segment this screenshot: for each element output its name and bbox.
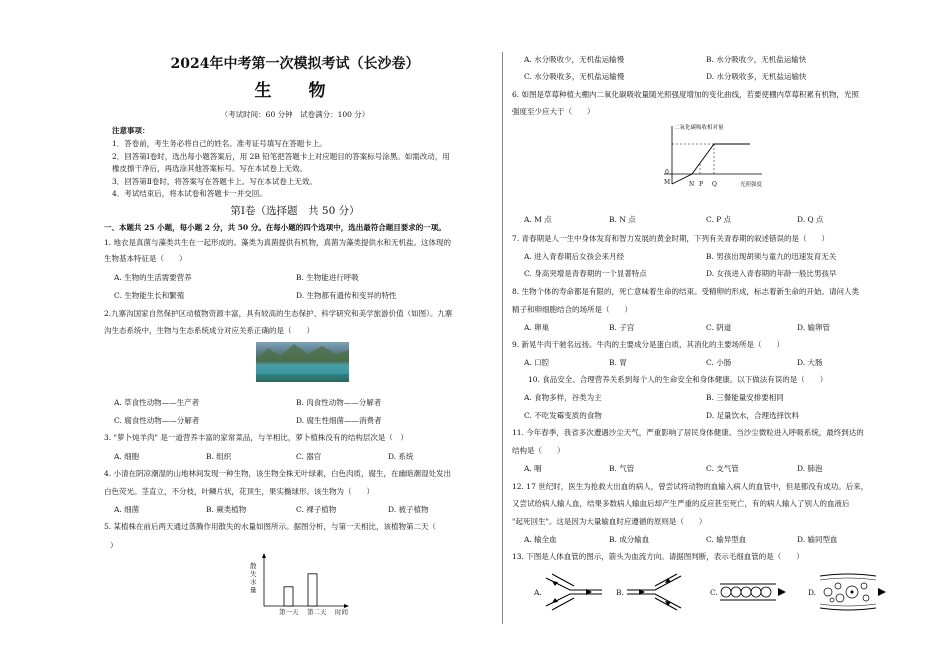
co2-absorption-curve <box>652 120 787 198</box>
option-b: B. 成分输血 <box>609 535 650 544</box>
curve-line <box>672 144 750 184</box>
option-d: D. 肺泡 <box>797 464 823 473</box>
right-column <box>512 0 888 672</box>
option-b: B. 气管 <box>609 464 635 473</box>
option-a: A. M 点 <box>524 215 552 224</box>
question-4-stem: 4. 小清在阴凉潮湿的山地林间发现一种生物，该生物全株无叶绿素，白色肉质，腐生，在幽暗潮湿处发出 <box>104 469 452 478</box>
question-9-stem: 9. 新晃牛肉干驰名远扬。牛肉的主要成分是蛋白质，其消化的主要场所是（ ） <box>512 340 785 349</box>
question-11-stem: 结构是（ ） <box>512 446 565 455</box>
option-a: A. 水分吸收少，无机盐运输慢 <box>524 55 625 64</box>
option-d: D. 大肠 <box>797 358 823 367</box>
option-d: D. Q 点 <box>797 215 824 224</box>
chart6-point-n: N <box>689 181 695 188</box>
question-7-stem: 7. 青春期是人一生中身体发育和智力发展的黄金时期，下列有关青春期的叙述错误的是（ ） <box>512 234 830 243</box>
subject-title: 生 物 <box>254 81 336 101</box>
option-a: A. 生物的生活需要营养 <box>114 273 192 282</box>
option-c: C. 腐食性动物——分解者 <box>114 416 200 425</box>
question-12-stem: 又尝试给病人输人血，结果多数病人输血后却产生严重的反应甚至死亡，有的病人输入了别人的血液后 <box>512 499 850 508</box>
option-b: B. 男孩出现胡须与童九的迅速发育无关 <box>706 252 837 261</box>
vessel-diagram-b <box>625 572 685 612</box>
question-2-stem: 2.九寨沟国家自然保护区动植物资源丰富，具有较高的生态保护、科学研究和美学旅游价值（如图）。九寨 <box>104 309 453 318</box>
option-c: C. 输异型血 <box>706 535 747 544</box>
chart6-ylabel: 二氧化碳吸收相对量 <box>674 125 724 131</box>
option-d: D. 输卵管 <box>797 323 831 332</box>
bar-2 <box>308 574 317 606</box>
left-column <box>96 0 494 672</box>
chart-xlabel: 时间 <box>335 608 348 616</box>
option-c: C. P 点 <box>706 215 732 224</box>
mountain-silhouette <box>256 342 349 382</box>
question-6-stem: 6. 如图是草莓种植大棚内二氧化碳吸收量随光照强度增加的变化曲线，若要使棚内草莓积累有机物，光照 <box>512 90 860 99</box>
option-b: B. 三餐能量安排要相同 <box>706 393 784 402</box>
vessel-diagram-d <box>818 572 888 612</box>
section-instruction: 一、本题共 25 小题，每小题 2 分，共 50 分。在每小题的四个选项中，选出最符合题目要求的一项。 <box>104 223 446 232</box>
option-c: C. 支气管 <box>706 464 739 473</box>
option-c: C. 裸子植物 <box>296 505 337 514</box>
question-1-stem: 1. 地衣是真菌与藻类共生在一起形成的。藻类为真菌提供有机物，真菌为藻类提供水和无机盐。这体现的 <box>104 238 452 247</box>
chart-ylabel: 散失水量 <box>250 562 257 594</box>
question-5-stem: ） <box>110 541 118 550</box>
notice-item: 橡皮擦干净后，再选涂其他答案标号。写在本试卷上无效。 <box>112 164 307 173</box>
option-d: D. 输同型血 <box>797 535 838 544</box>
question-13-stem: 13. 下图是人体血管的图示，箭头为血流方向。请据图判断，表示毛细血管的是（ ） <box>512 552 804 561</box>
option-a: A. 细胞 <box>114 452 140 461</box>
option-b: B. 生物能进行呼吸 <box>296 273 359 282</box>
option-a: A. 口腔 <box>524 358 550 367</box>
option-c: C. <box>710 588 718 597</box>
option-b: B. 肉食性动物——分解者 <box>296 398 382 407</box>
option-b: B. 水分吸收少，无机盐运输快 <box>706 55 807 64</box>
question-12-stem: 12. 17 世纪时，医生为抢救大出血的病人，曾尝试将动物的血输入病人的血管中，但是都没有成功。后来， <box>512 482 869 491</box>
option-a: A. 咽 <box>524 464 542 473</box>
notice-heading: 注意事项： <box>112 126 150 135</box>
option-b: B. 组织 <box>206 452 232 461</box>
question-5-stem: 5. 某植株在前后两天通过蒸腾作用散失的水量如图所示。据图分析，与第一天相比，该植物第二天（ <box>104 522 437 531</box>
question-12-stem: "起死回生"。这是因为大量输血时应遵循的原则是（ ） <box>512 517 707 526</box>
option-b: B. 子宫 <box>609 323 635 332</box>
option-c: C. 水分吸收多，无机盐运输慢 <box>524 72 625 81</box>
chart-tick-label: 第二天 <box>307 608 327 616</box>
question-6-stem: 强度至少应大于（ ） <box>512 107 595 116</box>
notice-item: 3．回答第Ⅱ卷时，将答案写在答题卡上。写在本试卷上无效。 <box>112 177 317 186</box>
vessel-diagram-c <box>718 580 788 604</box>
option-d: D. 水分吸收多，无机盐运输快 <box>706 72 807 81</box>
option-c: C. 不吃发霉变质的食物 <box>524 411 602 420</box>
notice-item: 4．考试结束后，将本试卷和答题卡一并交回。 <box>112 189 267 198</box>
section-title: 第Ⅰ卷（选择题 共 50 分） <box>230 205 360 217</box>
exam-info: （考试时间：60 分钟 试卷满分：100 分） <box>220 110 370 119</box>
option-c: C. 器官 <box>296 452 322 461</box>
option-d: D. 女孩进入青春期的年龄一般比男孩早 <box>706 269 837 278</box>
option-d: D. 腐生性细菌——消费者 <box>296 416 382 425</box>
chart6-point-p: P <box>699 181 704 188</box>
question-1-stem: 生物基本特征是（ ） <box>104 254 187 263</box>
column-divider <box>502 52 503 624</box>
option-a: A. 卵巢 <box>524 323 550 332</box>
chart-tick-label: 第一天 <box>279 608 299 616</box>
chart6-point-q: Q <box>712 181 717 188</box>
chart-axes <box>262 553 349 608</box>
option-a: A. <box>534 588 542 597</box>
question-4-stem: 白色荧光。茎直立，不分枝，叶鳞片状，花顶生，果实椭球形。该生物为（ ） <box>104 487 374 496</box>
option-c: C. 阴道 <box>706 323 732 332</box>
option-a: A. 食物多样，谷类为主 <box>524 393 602 402</box>
option-d: D. 系统 <box>388 452 414 461</box>
chart6-point-m: M <box>664 179 671 186</box>
question-10-stem: 10. 食品安全、合理营养关系到每个人的生命安全和身体健康。以下做法有误的是（ ） <box>528 375 828 384</box>
option-a: A. 细菌 <box>114 505 140 514</box>
option-b: B. 胃 <box>609 358 627 367</box>
option-d: D. 被子植物 <box>388 505 429 514</box>
option-a: A. 进入青春期后女孩会来月经 <box>524 252 625 261</box>
chart6-origin: 0 <box>665 169 669 176</box>
option-a: A. 输全血 <box>524 535 557 544</box>
option-b: B. <box>616 588 624 597</box>
question-8-stem: 精子和卵细胞结合的场所是（ ） <box>512 305 632 314</box>
bar-1 <box>284 587 293 606</box>
option-c: C. 生物能生长和繁殖 <box>114 291 185 300</box>
option-d: D. 足量饮水，合理选择饮料 <box>706 411 800 420</box>
option-b: B. 蕨类植物 <box>206 505 247 514</box>
question-2-stem: 沟生态系统中，生物与生态系统成分对应关系正确的是（ ） <box>104 326 314 335</box>
jiuzhaigou-lake-image <box>256 342 349 382</box>
vessel-diagram-a <box>544 572 604 612</box>
question-3-stem: 3. "萝卜炖羊肉" 是一道营养丰富的家常菜品，与羊相比，萝卜植株没有的结构层次是（ ） <box>104 433 408 442</box>
option-d: D. 生物都有遗传和变异的特性 <box>296 291 397 300</box>
option-a: A. 草食性动物——生产者 <box>114 398 200 407</box>
notice-item: 2．回答第Ⅰ卷时，选出每小题答案后，用 2B 铅笔把答题卡上对应题目的答案标号涂黑。如需改动，用 <box>112 152 450 161</box>
option-d: D. <box>808 588 817 597</box>
chart6-xlabel: 光照强度 <box>740 182 763 188</box>
option-c: C. 身高突增是青春期的一个显著特点 <box>524 269 647 278</box>
option-b: B. N 点 <box>609 215 636 224</box>
option-c: C. 小肠 <box>706 358 732 367</box>
notice-item: 1．答卷前，考生务必将自己的姓名、准考证号填写在答题卡上。 <box>112 139 327 148</box>
question-8-stem: 8. 生物个体的寿命都是有限的，死亡意味着生命的结束。受精卵的形成，标志着新生命的开始。请问人类 <box>512 287 860 296</box>
question-11-stem: 11. 今年春季，我省多次遭遇沙尘天气，严重影响了居民身体健康。当沙尘微粒进入呼吸系统，最终到达的 <box>512 428 864 437</box>
exam-title: 2024年中考第一次模拟考试（长沙卷） <box>170 56 420 72</box>
